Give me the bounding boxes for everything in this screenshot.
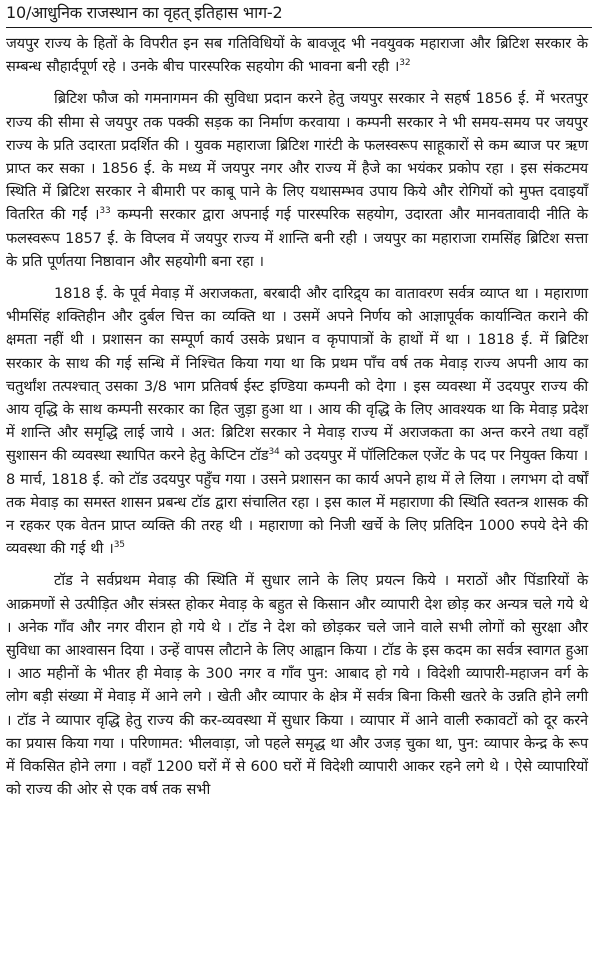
paragraph-4 (6, 569, 588, 801)
header-rule (6, 27, 592, 28)
paragraph-2 (6, 87, 588, 273)
paragraph-3 (6, 282, 588, 560)
paragraph-text: ब्रिटिश फौज को गमनागमन की सुविधा प्रदान करने हेतु जयपुर सरकार ने सहर्ष 1856 ई. में भरतपुर राज्य की सीमा से जयपुर तक पक्की सड़क का निर्माण करवाया । कम्पनी सरकार ने भी समय-समय पर जयपुर राज्य के प्रति उदारता प्रदर्शित की । युवक महाराजा ब्रिटिश गारंटी के फलस्वरूप साहूकारों से कम ब्याज पर ऋण प्राप्त कर सका । 1856 ई. के मध्य में जयपुर नगर और राज्य में हैजे का भयंकर प्रकोप रहा । इस संकटमय स्थिति में ब्रिटिश सरकार ने बीमारी पर काबू पाने के लिए यथासम्भव उपाय किये और रोगियों को मुफ्त दवाइयाँ वितरित की गईं । (6, 90, 588, 224)
body-text (6, 32, 588, 811)
paragraph-1 (6, 32, 588, 78)
paragraph-text: को उदयपुर में पॉलिटिकल एजेंट के पद पर नियुक्त किया । 8 मार्च, 1818 ई. को टॉड उदयपुर पहुँच गया । उसने प्रशासन का कार्य अपने हाथ में ले लिया । लगभग दो वर्षों तक मेवाड़ का समस्त शासन प्रबन्ध टॉड द्वारा संचालित रहा । इस काल में महाराणा की स्थिति स्वतन्त्र शासक की न रहकर एक वेतन प्राप्त व्यक्ति की तरह थी । महाराणा को निजी खर्चे के लिए प्रतिदिन 1000 रुपये देने की व्यवस्था की गई थी । (6, 447, 588, 558)
footnote-ref: 33 (99, 206, 111, 217)
footnote-ref: 35 (113, 540, 125, 551)
paragraph-text: जयपुर राज्य के हितों के विपरीत इन सब गतिविधियों के बावजूद भी नवयुवक महाराजा और ब्रिटिश सरकार के सम्बन्ध सौहार्दपूर्ण रहे । उनके बीच पारस्परिक सहयोग की भावना बनी रही । (6, 35, 588, 76)
paragraph-text: टॉड ने सर्वप्रथम मेवाड़ की स्थिति में सुधार लाने के लिए प्रयत्न किये । मराठों और पिंडारियों के आक्रमणों से उत्पीड़ित और संत्रस्त होकर मेवाड़ के बहुत से किसान और व्यापारी देश छोड़ कर अन्यत्र चले गये थे । अनेक गाँव और नगर वीरान हो गये थे । टॉड ने देश को छोड़कर चले जाने वाले सभी लोगों को सुरक्षा और सुविधा का आश्वासन दिया । उन्हें वापस लौटाने के लिए आह्वान किया । टॉड के इस कदम का सर्वत्र स्वागत हुआ । आठ महीनों के भीतर ही मेवाड़ के 300 नगर व गाँव पुन: आबाद हो गये । विदेशी व्यापारी-महाजन वर्ग के लोग बड़ी संख्या में मेवाड़ में आने लगे । खेती और व्यापार के क्षेत्र में सर्वत्र बिना किसी खतरे के उन्नति होने लगी । टॉड ने व्यापार वृद्धि हेतु राज्य की कर-व्यवस्था में सुधार किया । व्यापार में आने वाली रुकावटों को दूर करने का प्रयास किया गया । परिणामत: भीलवाड़ा, जो पहले समृद्ध था और उजड़ चुका था, पुन: व्यापार केन्द्र के रूप में विकसित होने लगा । वहाँ 1200 घरों में से 600 घरों में विदेशी व्यापारी आकर रहने लगे थे । ऐसे व्यापारियों को राज्य की ओर से एक वर्ष तक सभी (6, 572, 588, 799)
paragraph-text: 1818 ई. के पूर्व मेवाड़ में अराजकता, बरबादी और दारिद्र्य का वातावरण सर्वत्र व्याप्त था । महाराणा भीमसिंह शक्तिहीन और दुर्बल चित्त का व्यक्ति था । उसमें अपने निर्णय को आज्ञापूर्वक कार्यान्वित कराने की क्षमता नहीं थी । प्रशासन का सम्पूर्ण कार्य उसके प्रधान व कृपापात्रों के हाथों में था । 1818 ई. में ब्रिटिश सरकार के साथ की गई सन्धि में निश्चित किया गया था कि प्रथम पाँच वर्ष तक मेवाड़ राज्य अपनी आय का चतुर्थांश तत्पश्चात् उसका 3/8 भाग प्रतिवर्ष ईस्ट इण्डिया कम्पनी को देगा । इस व्यवस्था में उदयपुर राज्य की आय वृद्धि के साथ कम्पनी सरकार का हित जुड़ा हुआ था । आय की वृद्धि के लिए आवश्यक था कि मेवाड़ प्रदेश में शान्ति और समृद्धि लाई जाये । अत: ब्रिटिश सरकार ने मेवाड़ राज्य में अराजकता का अन्त करने तथा वहाँ सुशासन की व्यवस्था स्थापित करने हेतु केप्टिन टॉड (6, 285, 588, 465)
footnote-ref: 34 (268, 447, 280, 458)
paragraph-text: कम्पनी सरकार द्वारा अपनाई गई पारस्परिक सहयोग, उदारता और मानवतावादी नीति के फलस्वरूप 1857 ई. के विप्लव में जयपुर राज्य में शान्ति बनी रही । जयपुर का महाराजा रामसिंह ब्रिटिश सत्ता के प्रति पूर्णतया निष्ठावान और सहयोगी बना रहा । (6, 206, 588, 270)
running-head: 10/आधुनिक राजस्थान का वृहत् इतिहास भाग-2 (6, 3, 283, 22)
footnote-ref: 32 (399, 58, 411, 69)
